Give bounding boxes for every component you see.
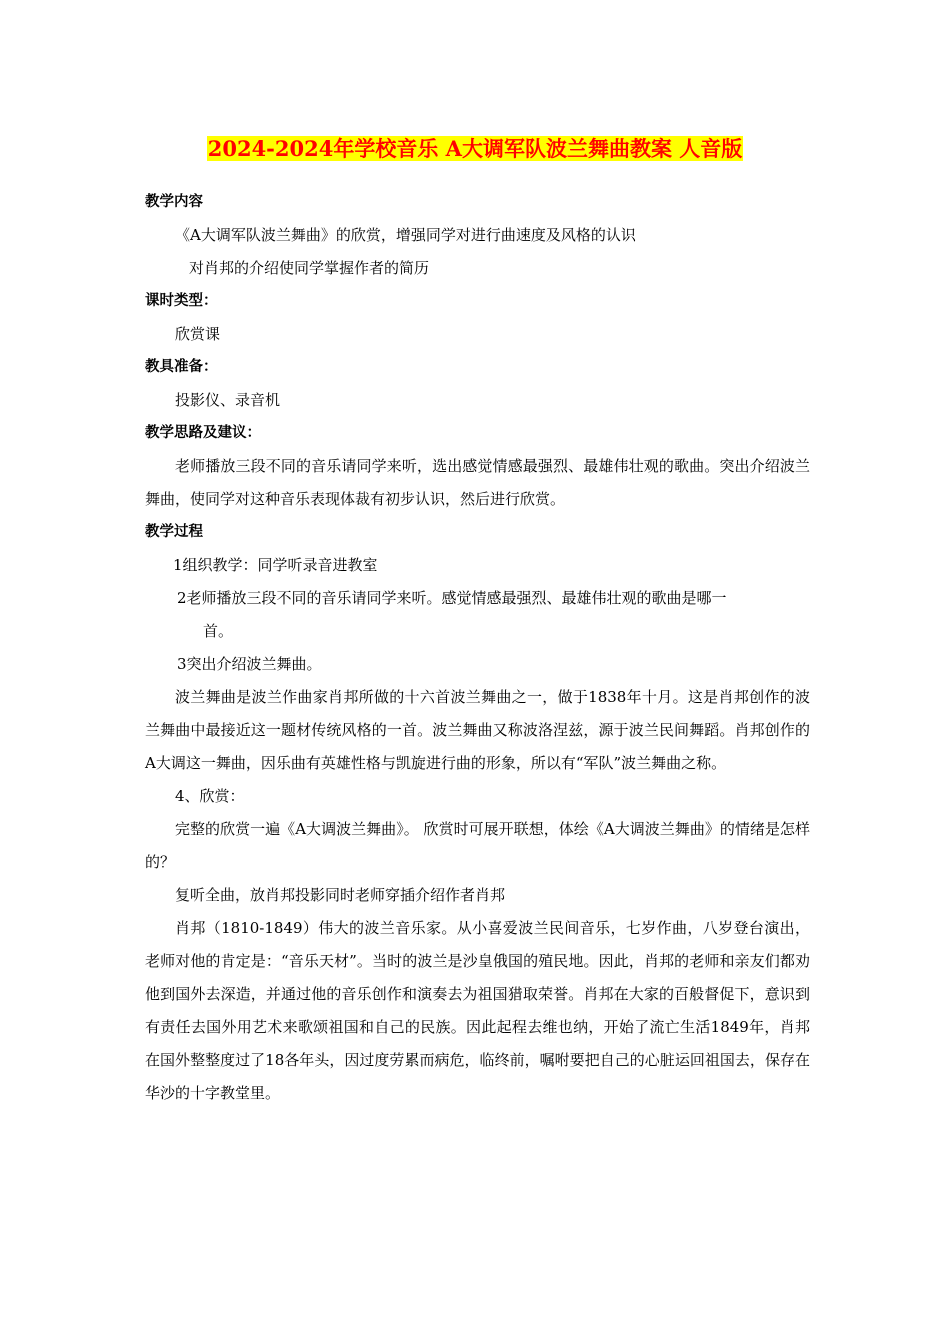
paragraph-appreciation: 完整的欣赏一遍《A大调波兰舞曲》。 欣赏时可展开联想，体绘《A大调波兰舞曲》的情绪是怎样的？ <box>145 820 810 871</box>
paragraph-content-2: 对肖邦的介绍使同学掌握作者的简历 <box>189 259 430 277</box>
paragraph-polonaise-intro: 波兰舞曲是波兰作曲家肖邦所做的十六首波兰舞曲之一，做于1838年十月。这是肖邦创作的波兰舞曲中最接近这一题材传统风格的一首。波兰舞曲又称波洛涅兹，源于波兰民间舞蹈。肖邦创作的A大调这一舞曲，因乐曲有英雄性格与凯旋进行曲的形象，所以有“军队”波兰舞曲之称。 <box>145 688 810 772</box>
paragraph-relisten: 复听全曲，放肖邦投影同时老师穿插介绍作者肖邦 <box>175 886 506 904</box>
process-step-2-line-1: 2老师播放三段不同的音乐请同学来听。感觉情感最强烈、最雄伟壮观的歌曲是哪一 <box>177 589 727 607</box>
paragraph-teaching-ideas: 老师播放三段不同的音乐请同学来听，选出感觉情感最强烈、最雄伟壮观的歌曲。突出介绍波兰舞曲，使同学对这种音乐表现体裁有初步认识，然后进行欣赏。 <box>145 457 810 508</box>
heading-teaching-content: 教学内容 <box>145 194 203 210</box>
heading-teaching-tools: 教具准备： <box>145 359 218 375</box>
heading-lesson-type: 课时类型： <box>145 293 218 309</box>
lesson-type-value: 欣赏课 <box>175 325 221 343</box>
document-body <box>145 186 810 1110</box>
teaching-tools-value: 投影仪、录音机 <box>175 391 281 409</box>
process-step-4: 4、欣赏： <box>175 787 245 805</box>
page-title <box>0 136 950 162</box>
paragraph-content-1: 《A大调军队波兰舞曲》的欣赏，增强同学对进行曲速度及风格的认识 <box>175 226 636 244</box>
process-step-3: 3突出介绍波兰舞曲。 <box>177 655 322 673</box>
paragraph-chopin-bio: 肖邦（1810-1849）伟大的波兰音乐家。从小喜爱波兰民间音乐，七岁作曲，八岁登台演出，老师对他的肯定是：“音乐天材”。当时的波兰是沙皇俄国的殖民地。因此，肖邦的老师和亲友们都劝他到国外去深造，并通过他的音乐创作和演奏去为祖国猎取荣誉。肖邦在大家的百般督促下，意识到有责任去国外用艺术来歌颂祖国和自己的民族。因此起程去维也纳，开始了流亡生活1849年，肖邦在国外整整度过了18各年头，因过度劳累而病危，临终前，嘱咐要把自己的心脏运回祖国去，保存在华沙的十字教堂里。 <box>145 919 810 1102</box>
page-title-text: 2024-2024年学校音乐 A大调军队波兰舞曲教案 人音版 <box>207 136 743 161</box>
heading-teaching-process: 教学过程 <box>145 524 203 540</box>
process-step-2-line-2: 首。 <box>203 622 234 640</box>
process-step-1: 1组织教学：同学听录音进教室 <box>173 556 378 574</box>
heading-teaching-ideas: 教学思路及建议： <box>145 425 261 441</box>
